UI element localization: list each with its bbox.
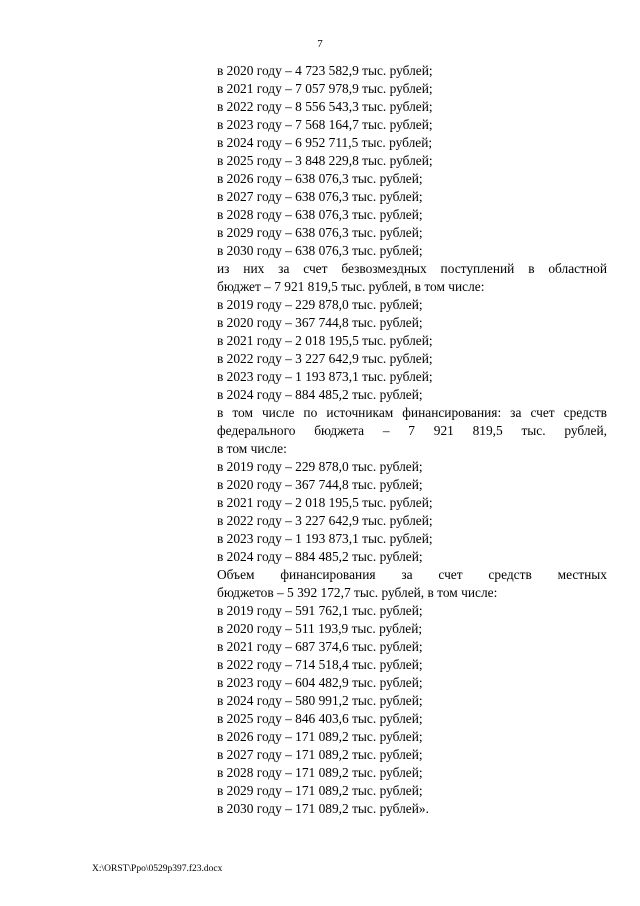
funding-by-year-list xyxy=(217,62,607,260)
list-item: в 2022 году – 714 518,4 тыс. рублей; xyxy=(217,657,423,672)
list-item: в 2026 году – 638 076,3 тыс. рублей; xyxy=(217,171,423,186)
document-body xyxy=(217,62,607,818)
local-budgets-list xyxy=(217,602,607,818)
list-item: в 2025 году – 846 403,6 тыс. рублей; xyxy=(217,711,423,726)
federal-budget-list xyxy=(217,458,607,566)
list-item: в 2024 году – 580 991,2 тыс. рублей; xyxy=(217,693,423,708)
list-item: в 2024 году – 6 952 711,5 тыс. рублей; xyxy=(217,135,433,150)
list-item: в 2030 году – 171 089,2 тыс. рублей». xyxy=(217,801,429,816)
list-item: в 2020 году – 511 193,9 тыс. рублей; xyxy=(217,621,423,636)
list-item: в 2027 году – 638 076,3 тыс. рублей; xyxy=(217,189,423,204)
paragraph-line: в том числе: xyxy=(217,441,287,456)
federal-budget-paragraph xyxy=(217,404,607,458)
paragraph-line: в том числе по источникам финансирования: за счет средств xyxy=(217,405,607,420)
list-item: в 2020 году – 4 723 582,9 тыс. рублей; xyxy=(217,63,433,78)
list-item: в 2021 году – 7 057 978,9 тыс. рублей; xyxy=(217,81,433,96)
paragraph-line: Объем финансирования за счет средств местных xyxy=(217,567,607,582)
list-item: в 2020 году – 367 744,8 тыс. рублей; xyxy=(217,477,423,492)
list-item: в 2021 году – 2 018 195,5 тыс. рублей; xyxy=(217,333,433,348)
gratuitous-receipts-list xyxy=(217,296,607,404)
paragraph-line: федерального бюджета – 7 921 819,5 тыс. рублей, xyxy=(217,423,607,438)
paragraph-line: из них за счет безвозмездных поступлений в областной xyxy=(217,261,607,276)
list-item: в 2019 году – 229 878,0 тыс. рублей; xyxy=(217,297,423,312)
list-item: в 2021 году – 687 374,6 тыс. рублей; xyxy=(217,639,423,654)
list-item: в 2023 году – 1 193 873,1 тыс. рублей; xyxy=(217,531,433,546)
list-item: в 2029 году – 171 089,2 тыс. рублей; xyxy=(217,783,423,798)
file-path-footer: X:\ORST\Ppo\0529p397.f23.docx xyxy=(92,864,223,874)
list-item: в 2020 году – 367 744,8 тыс. рублей; xyxy=(217,315,423,330)
list-item: в 2022 году – 8 556 543,3 тыс. рублей; xyxy=(217,99,433,114)
list-item: в 2019 году – 591 762,1 тыс. рублей; xyxy=(217,603,423,618)
list-item: в 2030 году – 638 076,3 тыс. рублей; xyxy=(217,243,423,258)
list-item: в 2027 году – 171 089,2 тыс. рублей; xyxy=(217,747,423,762)
paragraph-line: бюджетов – 5 392 172,7 тыс. рублей, в том числе: xyxy=(217,585,498,600)
list-item: в 2023 году – 604 482,9 тыс. рублей; xyxy=(217,675,423,690)
list-item: в 2022 году – 3 227 642,9 тыс. рублей; xyxy=(217,351,433,366)
gratuitous-receipts-paragraph xyxy=(217,260,607,296)
list-item: в 2022 году – 3 227 642,9 тыс. рублей; xyxy=(217,513,433,528)
local-budgets-paragraph xyxy=(217,566,607,602)
list-item: в 2023 году – 1 193 873,1 тыс. рублей; xyxy=(217,369,433,384)
paragraph-line: бюджет – 7 921 819,5 тыс. рублей, в том числе: xyxy=(217,279,485,294)
list-item: в 2025 году – 3 848 229,8 тыс. рублей; xyxy=(217,153,433,168)
list-item: в 2029 году – 638 076,3 тыс. рублей; xyxy=(217,225,423,240)
list-item: в 2028 году – 171 089,2 тыс. рублей; xyxy=(217,765,423,780)
list-item: в 2024 году – 884 485,2 тыс. рублей; xyxy=(217,549,423,564)
list-item: в 2024 году – 884 485,2 тыс. рублей; xyxy=(217,387,423,402)
page-number: 7 xyxy=(317,38,323,50)
list-item: в 2019 году – 229 878,0 тыс. рублей; xyxy=(217,459,423,474)
list-item: в 2023 году – 7 568 164,7 тыс. рублей; xyxy=(217,117,433,132)
list-item: в 2028 году – 638 076,3 тыс. рублей; xyxy=(217,207,423,222)
list-item: в 2026 году – 171 089,2 тыс. рублей; xyxy=(217,729,423,744)
list-item: в 2021 году – 2 018 195,5 тыс. рублей; xyxy=(217,495,433,510)
